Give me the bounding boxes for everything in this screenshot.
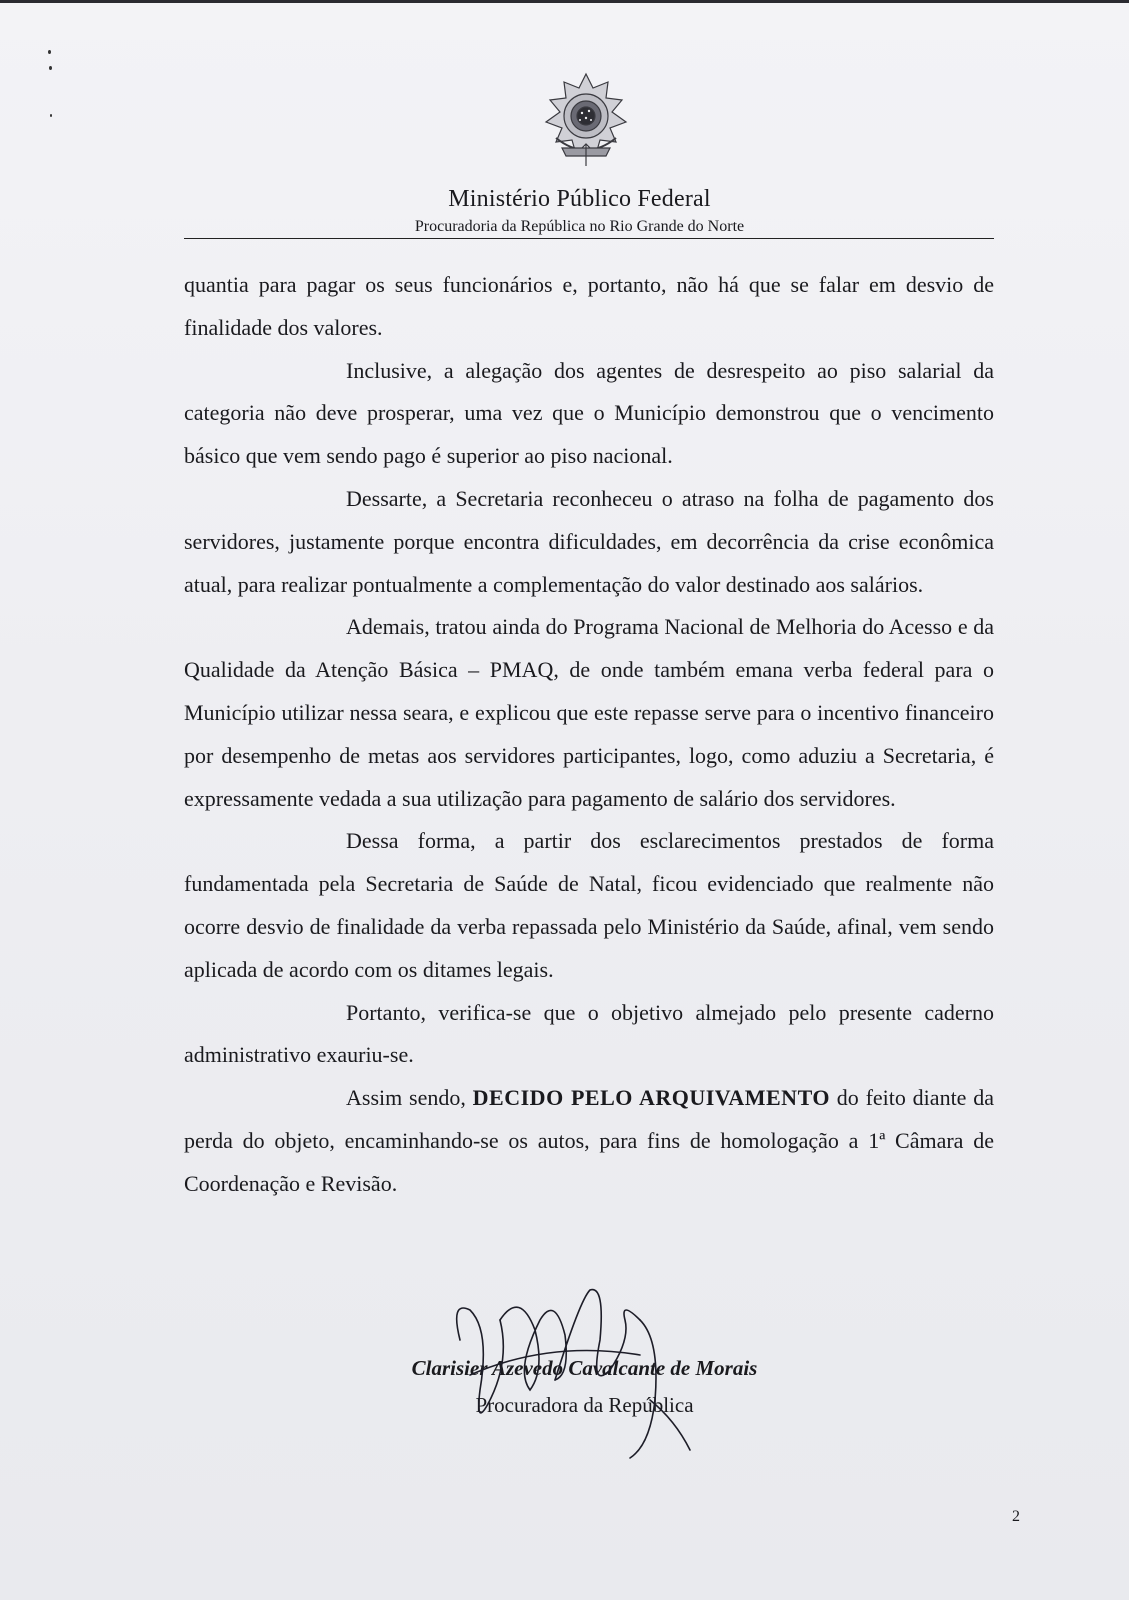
paragraph-2: Inclusive, a alegação dos agentes de desrespeito ao piso salarial da categoria não deve prosperar, uma vez que o Município demonstrou que o vencimento básico que vem sendo pago é superior ao piso nacional. — [184, 357, 994, 469]
paragraph-3: Dessarte, a Secretaria reconheceu o atraso na folha de pagamento dos servidores, justamente porque encontra dificuldades, em decorrência da crise econômica atual, para realizar pontualmente a complementação do valor destinado aos salários. — [184, 485, 994, 597]
signatory-title: Procuradora da República — [475, 1393, 694, 1417]
paragraph-1: quantia para pagar os seus funcionários e, portanto, não há que se falar em desvio de finalidade dos valores. — [184, 272, 994, 340]
institution-unit: Procuradoria da República no Rio Grande do Norte — [414, 218, 745, 235]
decision-rest: do feito diante da perda do objeto, encaminhando-se os autos, para fins de homologação a 1ª Câmara de Coordenação e Revisão. — [184, 1085, 995, 1196]
decision-text: DECIDO PELO ARQUIVAMENTO — [472, 1085, 830, 1111]
scan-speck — [50, 114, 52, 117]
page-number: 2 — [1012, 1508, 1020, 1525]
scan-speck — [48, 50, 51, 54]
decision-intro: Assim sendo, — [346, 1085, 473, 1111]
paragraph-4: Ademais, tratou ainda do Programa Nacional de Melhoria do Acesso e da Qualidade da Atenção Básica – PMAQ, de onde também emana verba federal para o Município utilizar nessa seara, e explicou que este repasse serve para o incentivo financeiro por desempenho de metas aos servidores participantes, logo, como aduziu a Secretaria, é expressamente vedada a sua utilização para pagamento de salário dos servidores. — [184, 614, 994, 811]
scan-speck — [49, 66, 52, 70]
header-divider — [184, 238, 994, 239]
brazil-coat-of-arms-icon — [536, 70, 636, 170]
handwritten-signature — [440, 1280, 700, 1460]
signatory-name: Clarisier Azevedo Cavalcante de Morais — [411, 1356, 758, 1380]
document-body — [184, 264, 994, 1206]
page-top-edge — [0, 0, 1129, 3]
institution-title: Ministério Público Federal — [448, 186, 711, 212]
paragraph-5: Dessa forma, a partir dos esclarecimentos prestados de forma fundamentada pela Secretaria de Saúde de Natal, ficou evidenciado que realmente não ocorre desvio de finalidade da verba repassada pelo Ministério da Saúde, afinal, vem sendo aplicada de acordo com os ditames legais. — [184, 828, 994, 982]
paragraph-7 — [184, 1077, 994, 1205]
paragraph-6: Portanto, verifica-se que o objetivo almejado pelo presente caderno administrativo exauriu-se. — [184, 999, 994, 1068]
